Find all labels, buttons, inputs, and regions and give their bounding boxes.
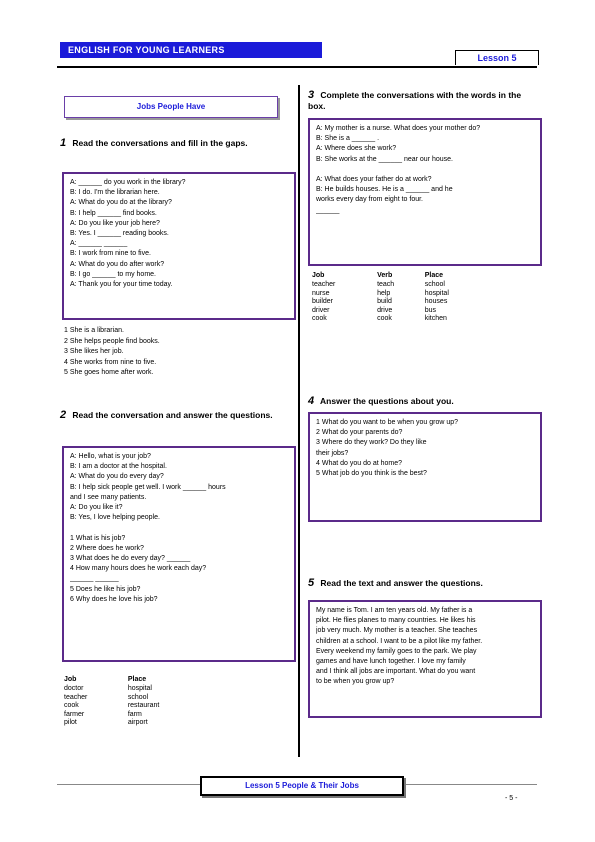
exercise-5-box — [308, 600, 542, 718]
exercise-5-number: 5 — [308, 577, 315, 589]
column-divider — [298, 85, 300, 757]
text-line: 1 She is a librarian. — [64, 327, 124, 334]
text-line: B: I am a doctor at the hospital. — [70, 463, 167, 471]
text-line: A: My mother is a nurse. What does your mother do? — [316, 125, 481, 132]
exercise-1-lines — [70, 178, 288, 290]
text-line: A: Where does she work? — [316, 145, 397, 153]
table-cell: build — [377, 298, 392, 305]
text-line: B: I go ______ to my home. — [70, 270, 156, 278]
text-line: B: I help sick people get well. I work ______ hours — [70, 483, 226, 491]
text-line: children at a school. I want to be a pilot like my father. — [316, 637, 483, 645]
exercise-2-box — [62, 446, 296, 662]
text-line: 2 Where does he work? — [70, 544, 144, 552]
table-row — [312, 315, 492, 324]
table-cell: help — [377, 289, 391, 297]
exercise-4-number: 4 — [308, 395, 315, 407]
text-line: A: Thank you for your time today. — [70, 281, 173, 289]
table-cell: driver — [312, 306, 330, 314]
text-line — [316, 165, 534, 175]
text-line: 3 What does he do every day? ______ — [70, 555, 191, 563]
exercise-4-heading — [308, 396, 540, 407]
exercise-1-heading — [60, 138, 290, 149]
table-cell: hospital — [424, 289, 449, 297]
text-line: job very much. My mother is a teacher. She teaches — [316, 627, 478, 635]
table-cell: cook — [64, 702, 79, 709]
text-line: B: She is a ______ . — [316, 135, 380, 143]
table-row — [64, 685, 214, 694]
text-line: ______ ______ — [70, 575, 119, 583]
exercise-4-title: Answer the questions about you. — [320, 396, 454, 406]
table-row — [64, 694, 214, 703]
text-line: 6 Why does he love his job? — [70, 595, 158, 603]
text-line — [70, 523, 288, 533]
text-line: B: Yes, I love helping people. — [70, 514, 160, 522]
table-cell: farmer — [64, 710, 85, 718]
text-line: works every day from eight to four. — [316, 196, 423, 204]
text-line: to be when you grow up? — [316, 678, 395, 686]
table-row — [64, 702, 214, 711]
exercise-2-heading — [60, 410, 292, 421]
text-line: 3 Where do they work? Do they like — [316, 439, 427, 447]
text-line: 2 What do your parents do? — [316, 429, 403, 437]
text-line: 4 She works from nine to five. — [64, 358, 157, 366]
text-line: their jobs? — [316, 449, 349, 457]
table-row — [312, 290, 492, 299]
table-header: Verb — [377, 272, 393, 279]
exercise-5-title: Read the text and answer the questions. — [320, 578, 483, 588]
table-cell: pilot — [64, 719, 77, 726]
text-line: B: I do. I'm the librarian here. — [70, 189, 160, 197]
table-cell: kitchen — [424, 315, 447, 322]
table-header: Place — [127, 676, 147, 683]
table-cell: hospital — [127, 685, 152, 692]
table-cell: restaurant — [127, 702, 160, 709]
header-rule — [57, 66, 537, 68]
footer-label: Lesson 5 People & Their Jobs — [200, 776, 404, 796]
text-line: A: What do you do at the library? — [70, 199, 172, 207]
exercise-3-heading — [308, 90, 540, 112]
text-line: B: I help ______ find books. — [70, 209, 157, 217]
text-line: A: Hello, what is your job? — [70, 453, 151, 460]
exercise-4-box — [308, 412, 542, 522]
text-line: A: Do you like it? — [70, 504, 123, 512]
text-line: 5 She goes home after work. — [64, 369, 154, 376]
exercise-1-box — [62, 172, 296, 320]
table-header: Job — [64, 676, 77, 683]
exercise-2-table — [64, 676, 214, 728]
text-line: Every weekend my family goes to the park. We play — [316, 647, 477, 655]
text-line: 5 What job do you think is the best? — [316, 470, 427, 478]
exercise-3-lines — [316, 124, 534, 216]
exercise-2-title: Read the conversation and answer the questions. — [72, 410, 273, 420]
header-banner: ENGLISH FOR YOUNG LEARNERS — [60, 42, 322, 58]
lesson-label: Lesson 5 — [455, 50, 539, 65]
exercise-4-lines — [316, 418, 534, 479]
exercise-3-box — [308, 118, 542, 266]
exercise-2-lines — [70, 452, 288, 605]
table-cell: nurse — [312, 289, 330, 297]
text-line: games and have lunch together. I love my family — [316, 658, 466, 666]
page-number: - 5 - — [505, 795, 518, 802]
table-row — [312, 307, 492, 316]
table-row — [312, 298, 492, 307]
exercise-3-table — [312, 272, 492, 324]
text-line: A: ______ do you work in the library? — [70, 179, 186, 186]
exercise-3-number: 3 — [308, 89, 315, 101]
table-cell: bus — [424, 306, 437, 314]
table-row — [64, 711, 214, 720]
text-line: ______ — [316, 206, 340, 214]
exercise-1-title: Read the conversations and fill in the gaps. — [72, 138, 248, 148]
table-header: Job — [312, 272, 325, 279]
text-line: B: I work from nine to five. — [70, 250, 151, 258]
table-cell: teacher — [312, 281, 336, 288]
table-cell: builder — [312, 298, 334, 305]
text-line: 1 What is his job? — [70, 534, 126, 542]
section-title: Jobs People Have — [64, 96, 278, 118]
table-cell: drive — [377, 306, 393, 314]
exercise-5-lines — [316, 606, 534, 688]
text-line: pilot. He flies planes to many countries. He likes his — [316, 617, 476, 625]
text-line: 3 She likes her job. — [64, 348, 124, 355]
table-cell: teacher — [64, 693, 88, 701]
table-cell: farm — [127, 710, 142, 718]
table-cell: cook — [312, 315, 327, 322]
text-line: A: Do you like your job here? — [70, 219, 160, 227]
exercise-3-title: Complete the conversations with the words in the box. — [308, 90, 522, 111]
table-header: Place — [424, 272, 444, 279]
exercise-1-number: 1 — [60, 137, 67, 149]
table-row — [64, 719, 214, 728]
text-line: A: What does your father do at work? — [316, 176, 432, 184]
table-cell: airport — [127, 719, 148, 726]
text-line: B: Yes. I ______ reading books. — [70, 230, 169, 238]
table-cell: doctor — [64, 685, 84, 692]
text-line: and I think all jobs are important. What do you want — [316, 668, 476, 676]
text-line: B: She works at the ______ near our house. — [316, 155, 453, 163]
text-line: B: He builds houses. He is a ______ and he — [316, 186, 453, 194]
text-line: A: ______ ______ — [70, 240, 128, 248]
exercise-2-number: 2 — [60, 409, 67, 421]
table-cell: school — [127, 693, 149, 701]
text-line: 4 How many hours does he work each day? — [70, 565, 207, 573]
exercise-5-heading — [308, 578, 540, 589]
text-line: 2 She helps people find books. — [64, 337, 160, 345]
text-line: My name is Tom. I am ten years old. My father is a — [316, 607, 473, 614]
text-line: A: What do you do every day? — [70, 473, 164, 481]
table-cell: cook — [377, 315, 392, 322]
table-cell: teach — [377, 281, 395, 288]
text-line: and I see many patients. — [70, 493, 147, 501]
text-line: 1 What do you want to be when you grow up? — [316, 419, 459, 426]
table-row — [312, 281, 492, 290]
table-cell: school — [424, 281, 445, 288]
text-line: A: What do you do after work? — [70, 260, 165, 268]
table-cell: houses — [424, 298, 448, 305]
text-line: 4 What do you do at home? — [316, 459, 402, 467]
exercise-1-notes — [64, 326, 294, 379]
text-line: 5 Does he like his job? — [70, 585, 141, 593]
